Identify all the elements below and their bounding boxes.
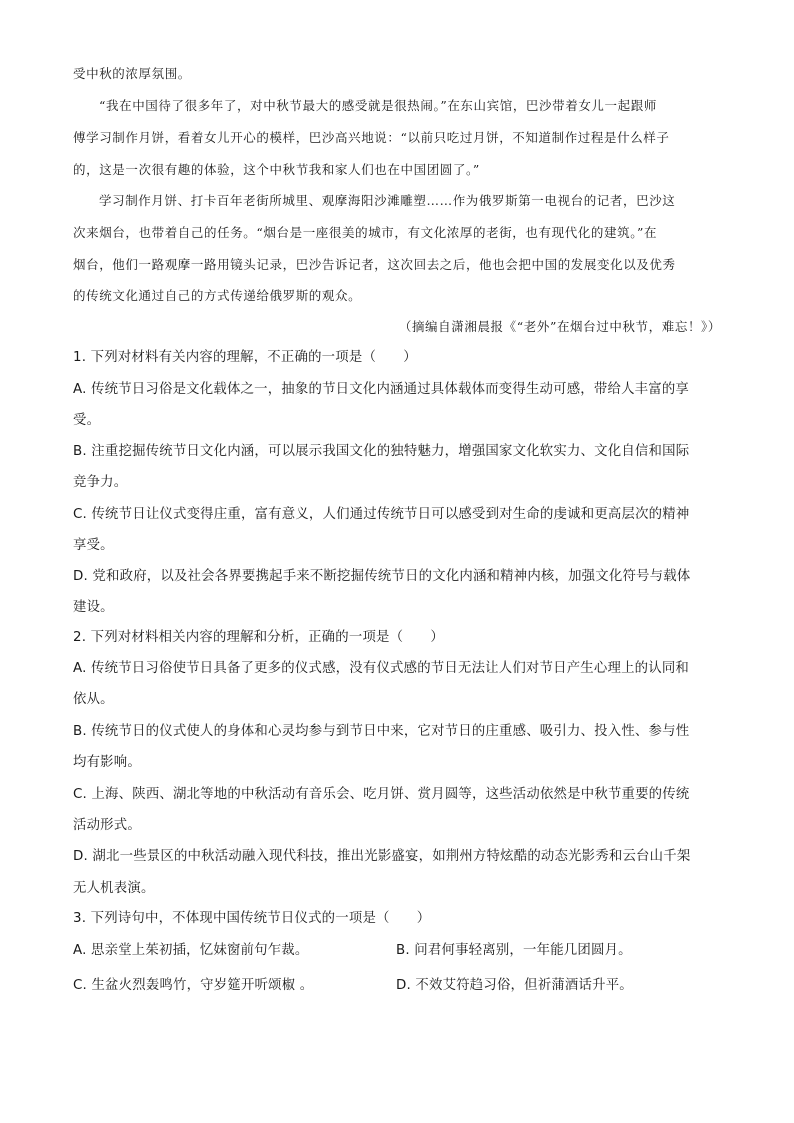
- passage-source: （摘编自潇湘晨报《“老外”在烟台过中秋节，难忘！》）: [398, 319, 721, 334]
- q1-option-a-line2: 受。: [73, 413, 101, 428]
- q2-option-b-line2: 均有影响。: [73, 755, 141, 770]
- passage-line-3: 傅学习制作月饼，看着女儿开心的模样，巴沙高兴地说：“以前只吃过月饼，不知道制作过程是什么样子: [73, 130, 670, 145]
- q1-option-d-line1: D. 党和政府，以及社会各界要携起手来不断挖掘传统节日的文化内涵和精神内核，加强文化符号与载体: [73, 569, 691, 584]
- q2-option-d-line1: D. 湖北一些景区的中秋活动融入现代科技，推出光影盛宴，如荆州方特炫酷的动态光影秀和云台山千架: [73, 849, 691, 864]
- q2-option-d-line2: 无人机表演。: [73, 881, 155, 896]
- q1-option-b-line1: B. 注重挖掘传统节日文化内涵，可以展示我国文化的独特魅力，增强国家文化软实力、文化自信和国际: [73, 444, 690, 459]
- q2-option-c-line1: C. 上海、陕西、湖北等地的中秋活动有音乐会、吃月饼、赏月圆等，这些活动依然是中秋节重要的传统: [73, 787, 690, 802]
- passage-line-1: 受中秋的浓厚氛围。: [73, 66, 191, 81]
- passage-line-4: 的，这是一次很有趣的体验，这个中秋节我和家人们也在中国团圆了。”: [73, 162, 480, 177]
- q1-option-c-line1: C. 传统节日让仪式变得庄重，富有意义，人们通过传统节日可以感受到对生命的虔诚和更高层次的精神: [73, 507, 690, 522]
- passage-line-5: 学习制作月饼、打卡百年老街所城里、观摩海阳沙滩雕塑……作为俄罗斯第一电视台的记者，巴沙这: [99, 193, 676, 208]
- q3-option-b: B. 问君何事轻离别，一年能几团圆月。: [396, 943, 632, 958]
- q2-option-a-line2: 依从。: [73, 692, 114, 707]
- q1-option-d-line2: 建设。: [73, 600, 114, 615]
- q1-option-b-line2: 竞争力。: [73, 475, 128, 490]
- q3-option-d: D. 不效艾符趋习俗，但祈蒲酒话升平。: [396, 978, 633, 993]
- passage-line-2: “我在中国待了很多年了，对中秋节最大的感受就是很热闹。”在东山宾馆，巴沙带着女儿一起跟师: [99, 98, 657, 113]
- q1-stem: 1. 下列对材料有关内容的理解，不正确的一项是（ ）: [73, 350, 417, 365]
- q2-option-c-line2: 活动形式。: [73, 818, 141, 833]
- q3-stem: 3. 下列诗句中，不体现中国传统节日仪式的一项是（ ）: [73, 911, 431, 926]
- q3-option-c: C. 生盆火烈轰鸣竹，守岁筵开听颂椒 。: [73, 978, 314, 993]
- passage-line-7: 烟台，他们一路观摩一路用镜头记录，巴沙告诉记者，这次回去之后，他也会把中国的发展变化以及优秀: [73, 257, 676, 272]
- q1-option-c-line2: 享受。: [73, 538, 114, 553]
- q2-stem: 2. 下列对材料相关内容的理解和分析，正确的一项是（ ）: [73, 630, 444, 645]
- passage-line-6: 次来烟台，也带着自己的任务。“烟台是一座很美的城市，有文化浓厚的老街，也有现代化的建筑。”在: [73, 225, 658, 240]
- passage-line-8: 的传统文化通过自己的方式传递给俄罗斯的观众。: [73, 288, 362, 303]
- q2-option-b-line1: B. 传统节日的仪式使人的身体和心灵均参与到节日中来，它对节日的庄重感、吸引力、投入性、参与性: [73, 724, 690, 739]
- q2-option-a-line1: A. 传统节日习俗使节日具备了更多的仪式感，没有仪式感的节日无法让人们对节日产生心理上的认同和: [73, 661, 690, 676]
- q1-option-a-line1: A. 传统节日习俗是文化载体之一，抽象的节日文化内涵通过具体载体而变得生动可感，带给人丰富的享: [73, 382, 690, 397]
- q3-option-a: A. 思亲堂上茱初插，忆妹窗前句乍裁。: [73, 943, 309, 958]
